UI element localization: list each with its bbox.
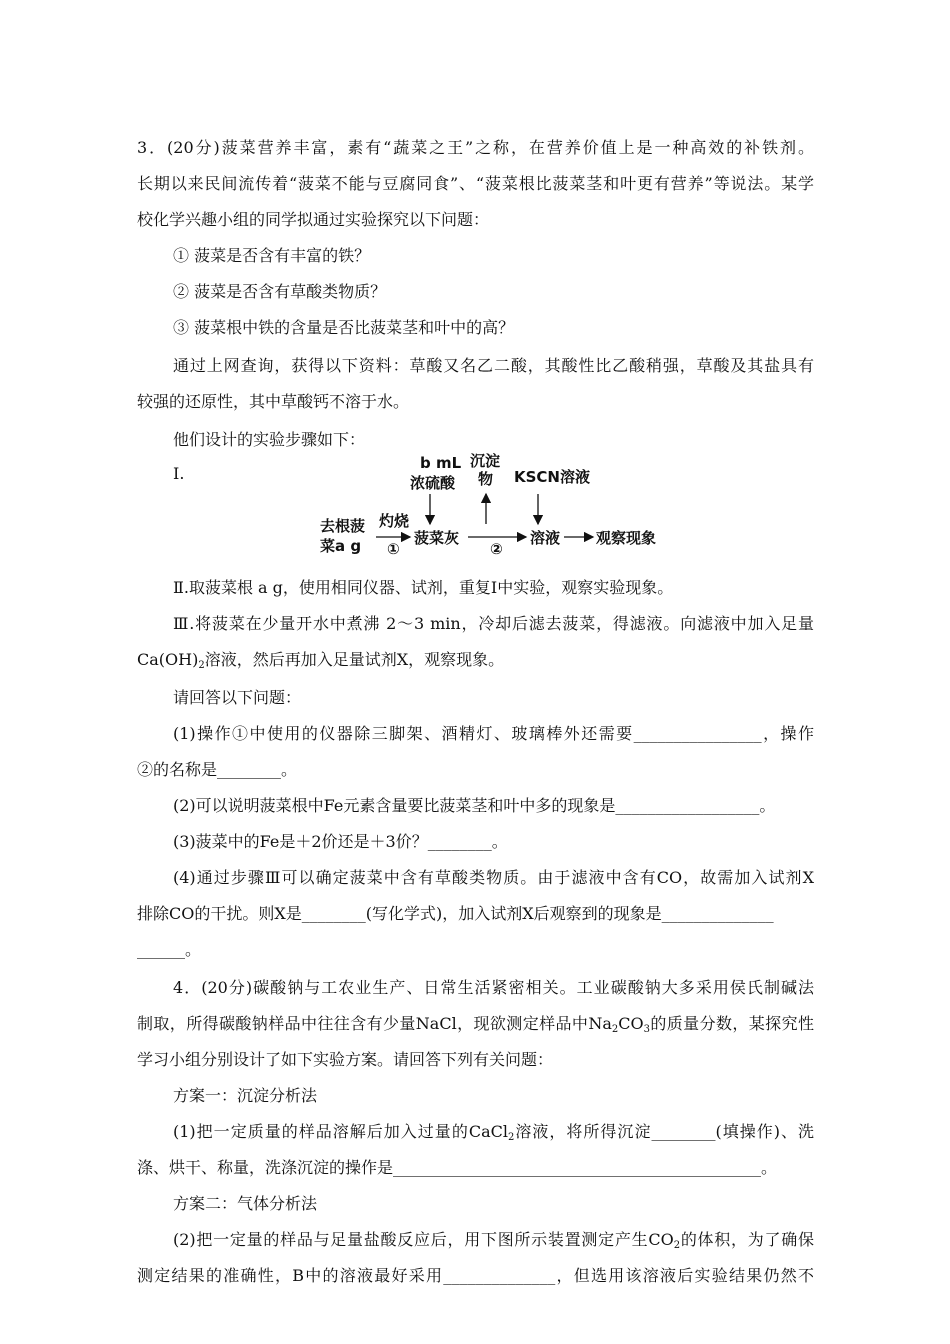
q4-sub-1-text-a: (1)把一定质量的样品溶解后加入过量的CaCl — [173, 1122, 508, 1141]
subscript: 2 — [673, 1240, 681, 1251]
operation-1-label: 灼烧 — [379, 512, 410, 530]
operation-2-number: ② — [490, 540, 503, 558]
q4-sub-1-text-b: 溶液，将所得沉淀________(填操作)、洗 — [514, 1122, 814, 1141]
step-3-line-1: Ⅲ.将菠菜在少量开水中煮沸 2～3 min，冷却后滤去菠菜，得滤液。向滤液中加入足量 — [173, 614, 814, 633]
q4-intro-text-b: CO — [618, 1014, 644, 1033]
operation-1-number: ① — [387, 540, 400, 558]
q4-sub-1-line-2: 涤、烘干、称量，洗涤沉淀的操作是______________________________________________。 — [137, 1158, 778, 1177]
formula-caoh: Ca(OH) — [137, 650, 199, 669]
q3-intro-line-1: 3．(20分)菠菜营养丰富，素有“蔬菜之王”之称，在营养价值上是一种高效的补铁剂。 — [137, 138, 814, 157]
q3-question-2: ② 菠菜是否含有草酸类物质？ — [173, 282, 387, 301]
sub-question-3: (3)菠菜中的Fe是＋2价还是＋3价？________。 — [173, 832, 508, 851]
q4-sub-2-text-b: 的体积，为了确保 — [680, 1230, 814, 1249]
q3-intro-line-2: 长期以来民间流传着“菠菜不能与豆腐同食”、“菠菜根比菠菜茎和叶更有营养”等说法。某学 — [137, 174, 814, 193]
solution-node: 溶液 — [530, 529, 561, 547]
observe-node: 观察现象 — [596, 529, 657, 547]
reagent-2-name: KSCN溶液 — [514, 468, 590, 486]
subscript: 2 — [198, 660, 205, 671]
precipitate-label-1: 沉淀 — [470, 452, 501, 470]
spinach-ash: 菠菜灰 — [414, 529, 460, 547]
step-2: Ⅱ.取菠菜根 a g，使用相同仪器、试剂，重复Ⅰ中实验，观察实验现象。 — [173, 578, 674, 597]
reagent-1-amount: b mL — [420, 454, 462, 472]
q3-question-1: ① 菠菜是否含有丰富的铁？ — [173, 246, 371, 265]
q4-sub-2-text-a: (2)把一定量的样品与足量盐酸反应后，用下图所示装置测定产生CO — [173, 1230, 674, 1249]
q4-intro-line-2 — [137, 1014, 814, 1034]
q4-intro-line-1: 4．(20分)碳酸钠与工农业生产、日常生活紧密相关。工业碳酸钠大多采用侯氏制碱法 — [173, 978, 814, 997]
sub-question-2: (2)可以说明菠菜根中Fe元素含量要比菠菜茎和叶中多的现象是__________________。 — [173, 796, 776, 815]
precipitate-label-2: 物 — [478, 470, 494, 488]
q4-sub-1-line-1 — [173, 1122, 814, 1142]
q4-intro-text-c: 的质量分数，某探究性 — [649, 1014, 814, 1033]
subscript: 3 — [643, 1024, 650, 1035]
plan-2-heading: 方案二：气体分析法 — [173, 1194, 318, 1213]
sub-question-4-line-1: (4)通过步骤Ⅲ可以确定菠菜中含有草酸类物质。由于滤液中含有CO，故需加入试剂X — [173, 868, 814, 887]
sub-question-4-line-3: ______。 — [137, 940, 202, 959]
sub-question-4-line-2: 排除CO的干扰。则X是________(写化学式)，加入试剂X后观察到的现象是______________ — [137, 904, 774, 923]
q3-info-line-2: 较强的还原性，其中草酸钙不溶于水。 — [137, 392, 410, 411]
plan-1-heading: 方案一：沉淀分析法 — [173, 1086, 318, 1105]
subscript: 2 — [507, 1132, 515, 1143]
reagent-1-name: 浓硫酸 — [410, 474, 456, 492]
subscript: 2 — [611, 1024, 619, 1035]
q4-intro-text-a: 制取，所得碳酸钠样品中往往含有少量NaCl，现欲测定样品中Na — [137, 1014, 612, 1033]
step-3-line-2 — [137, 650, 504, 670]
sub-question-1-line-2: ②的名称是________。 — [137, 760, 298, 779]
q3-info-line-1: 通过上网查询，获得以下资料：草酸又名乙二酸，其酸性比乙酸稍强，草酸及其盐具有 — [173, 356, 814, 375]
q3-question-3: ③ 菠菜根中铁的含量是否比菠菜茎和叶中的高？ — [173, 318, 515, 337]
q3-steps-intro: 他们设计的实验步骤如下： — [173, 430, 366, 449]
answer-prompt: 请回答以下问题： — [173, 688, 302, 707]
sub-question-1-line-1: (1)操作①中使用的仪器除三脚架、酒精灯、玻璃棒外还需要________________，操作 — [173, 724, 814, 743]
q4-sub-2-line-1 — [173, 1230, 814, 1250]
q4-sub-2-line-2: 测定结果的准确性，B中的溶液最好采用______________，但选用该溶液后实验结果仍然不 — [137, 1266, 814, 1285]
q3-intro-line-3: 校化学兴趣小组的同学拟通过实验探究以下问题： — [137, 210, 490, 229]
q4-intro-line-3: 学习小组分别设计了如下实验方案。请回答下列有关问题： — [137, 1050, 554, 1069]
start-material-1: 去根菠 — [320, 517, 366, 535]
experiment-flow-diagram — [310, 448, 680, 560]
step-1-label: Ⅰ. — [173, 464, 185, 483]
step-3-line-2-text: 溶液，然后再加入足量试剂X，观察现象。 — [204, 650, 505, 669]
start-material-2: 菜a g — [320, 537, 362, 555]
